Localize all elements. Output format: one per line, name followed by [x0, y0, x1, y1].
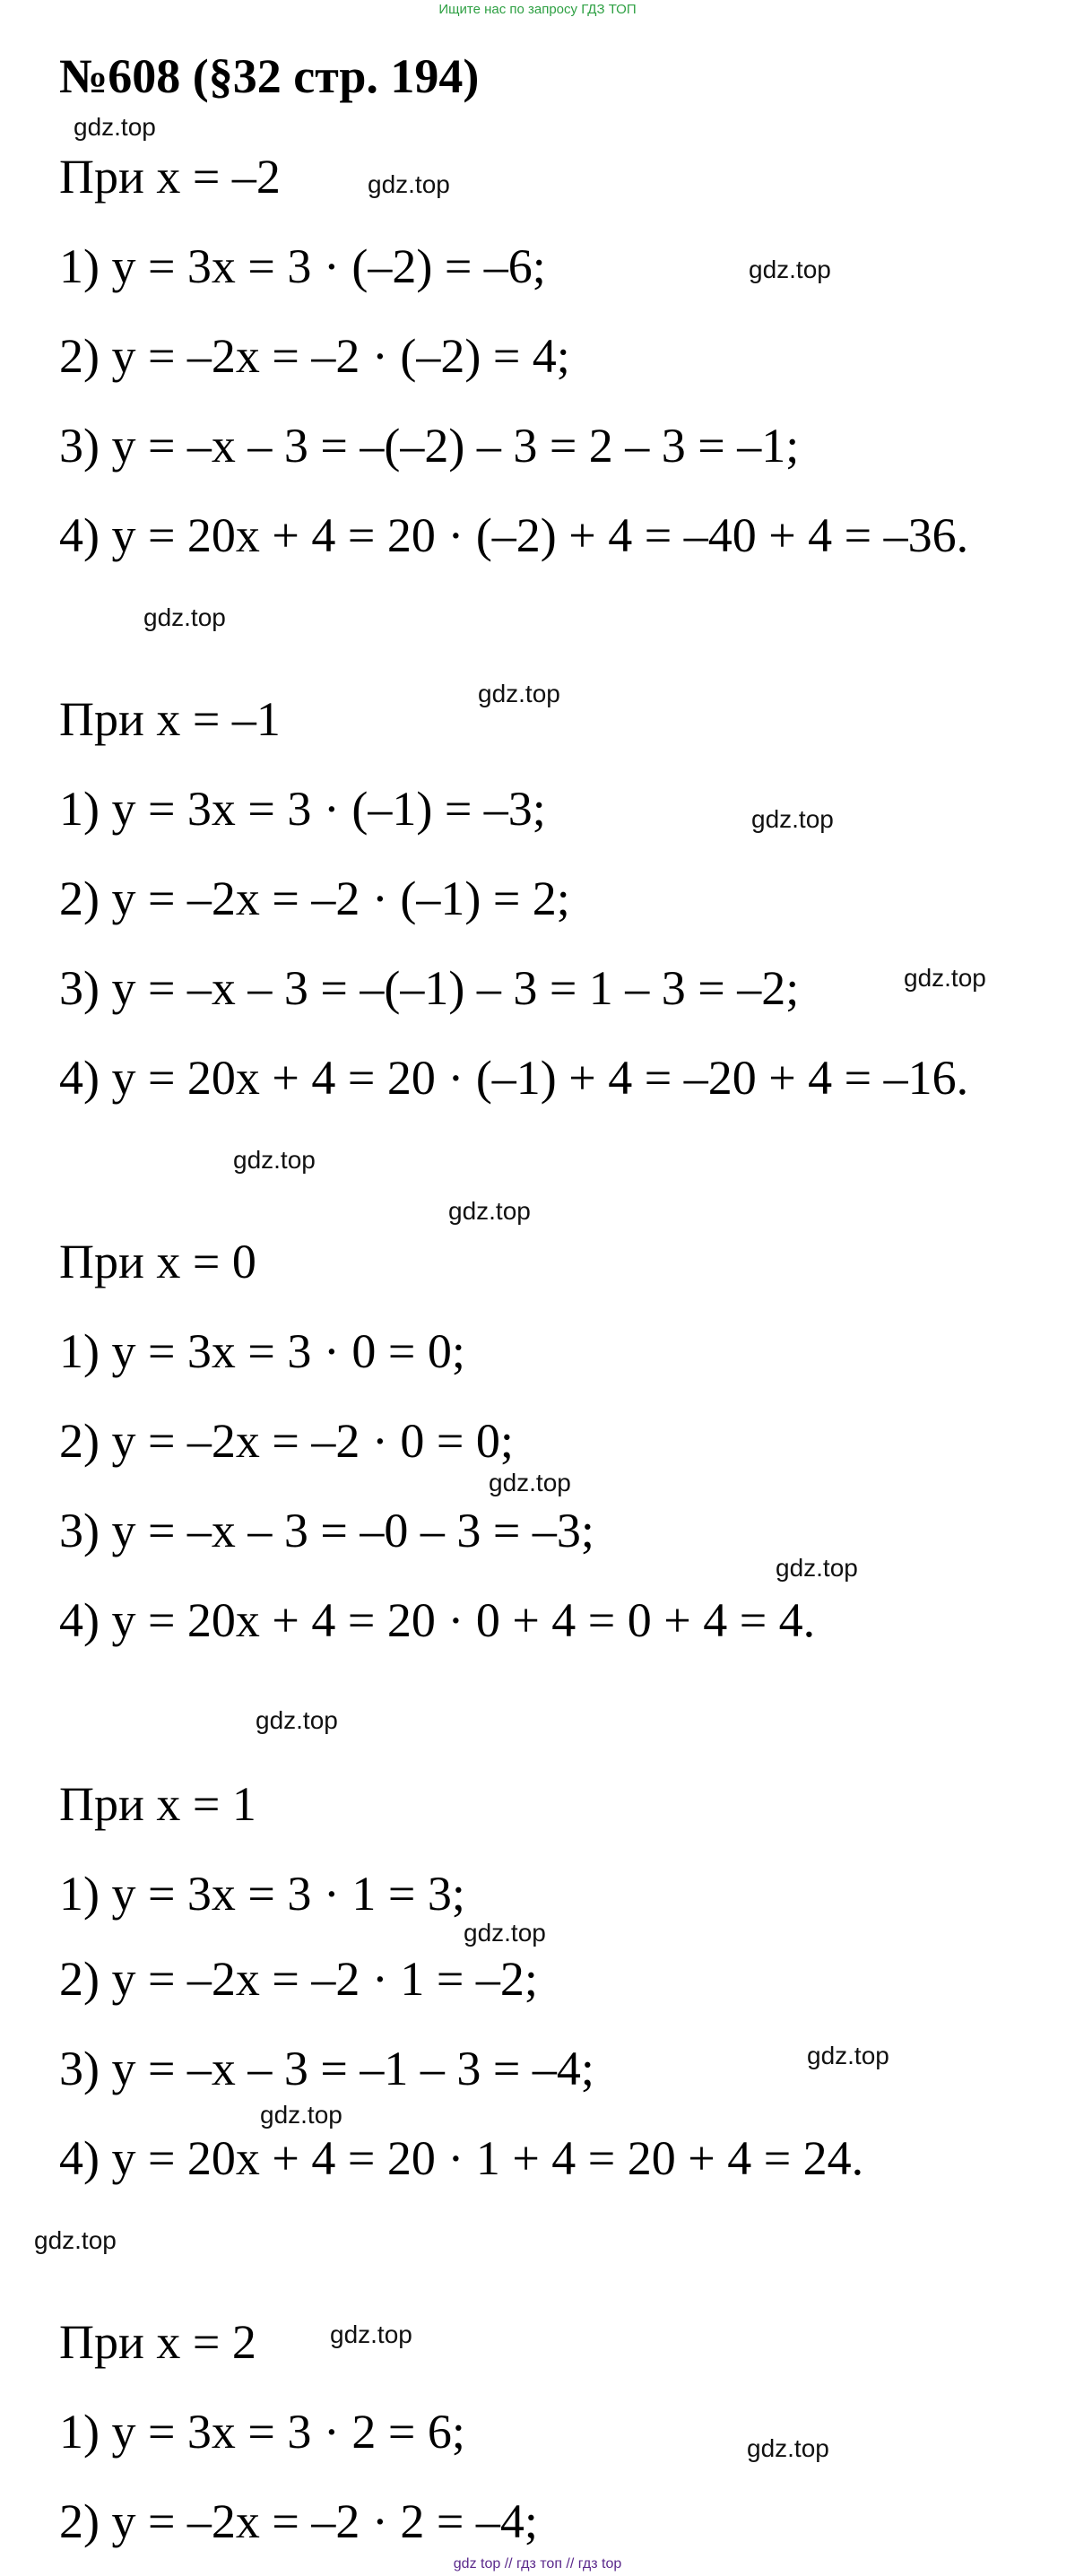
equation-line: 1) y = 3x = 3 · (–1) = –3;: [59, 782, 546, 836]
watermark: gdz.top: [34, 2226, 117, 2254]
watermark: gdz.top: [747, 2434, 829, 2462]
equation-line: 3) y = –x – 3 = –(–2) – 3 = 2 – 3 = –1;: [59, 419, 800, 473]
watermark: gdz.top: [256, 1706, 338, 1734]
equation-line: 2) y = –2x = –2 · (–1) = 2;: [59, 872, 570, 925]
watermark: gdz.top: [233, 1146, 316, 1174]
equation-line: 1) y = 3x = 3 · 0 = 0;: [59, 1324, 465, 1378]
promo-banner[interactable]: Ищите нас по запросу ГДЗ ТОП: [438, 2, 637, 17]
equation-line: 2) y = –2x = –2 · 0 = 0;: [59, 1414, 514, 1468]
equation-line: 2) y = –2x = –2 · 1 = –2;: [59, 1952, 538, 2006]
equation-line: 3) y = –x – 3 = –1 – 3 = –4;: [59, 2042, 594, 2095]
equation-line: 2) y = –2x = –2 · (–2) = 4;: [59, 329, 570, 383]
equation-line: 1) y = 3x = 3 · 2 = 6;: [59, 2405, 465, 2459]
equation-line: 4) y = 20x + 4 = 20 · 0 + 4 = 0 + 4 = 4.: [59, 1593, 816, 1647]
footer-links[interactable]: gdz top // гдз топ // гдз top: [453, 2556, 622, 2572]
watermark: gdz.top: [478, 680, 560, 707]
watermark: gdz.top: [330, 2320, 412, 2348]
equation-line: 4) y = 20x + 4 = 20 · (–1) + 4 = –20 + 4 = –16.: [59, 1051, 969, 1105]
equation-line: 4) y = 20x + 4 = 20 · (–2) + 4 = –40 + 4 = –36.: [59, 508, 969, 562]
equation-line: 2) y = –2x = –2 · 2 = –4;: [59, 2494, 538, 2548]
watermark: gdz.top: [904, 964, 986, 992]
watermark: gdz.top: [464, 1919, 546, 1947]
equation-line: 3) y = –x – 3 = –(–1) – 3 = 1 – 3 = –2;: [59, 961, 800, 1015]
section-heading: При x = –1: [59, 692, 281, 746]
equation-line: 1) y = 3x = 3 · 1 = 3;: [59, 1867, 465, 1921]
watermark: gdz.top: [749, 256, 831, 283]
watermark: gdz.top: [260, 2101, 342, 2129]
watermark: gdz.top: [74, 113, 156, 141]
equation-line: 3) y = –x – 3 = –0 – 3 = –3;: [59, 1504, 594, 1557]
watermark: gdz.top: [489, 1469, 571, 1496]
equation-line: 4) y = 20x + 4 = 20 · 1 + 4 = 20 + 4 = 24.: [59, 2131, 864, 2185]
watermark: gdz.top: [143, 603, 226, 631]
watermark: gdz.top: [776, 1554, 858, 1582]
section-heading: При x = 0: [59, 1235, 256, 1288]
section-heading: При x = 2: [59, 2315, 256, 2369]
equation-line: 1) y = 3x = 3 · (–2) = –6;: [59, 239, 546, 293]
watermark: gdz.top: [807, 2042, 889, 2069]
watermark: gdz.top: [751, 805, 834, 833]
exercise-title: №608 (§32 стр. 194): [59, 49, 480, 103]
watermark: gdz.top: [448, 1197, 531, 1225]
section-heading: При x = –2: [59, 150, 281, 204]
watermark: gdz.top: [368, 170, 450, 198]
section-heading: При x = 1: [59, 1777, 256, 1831]
